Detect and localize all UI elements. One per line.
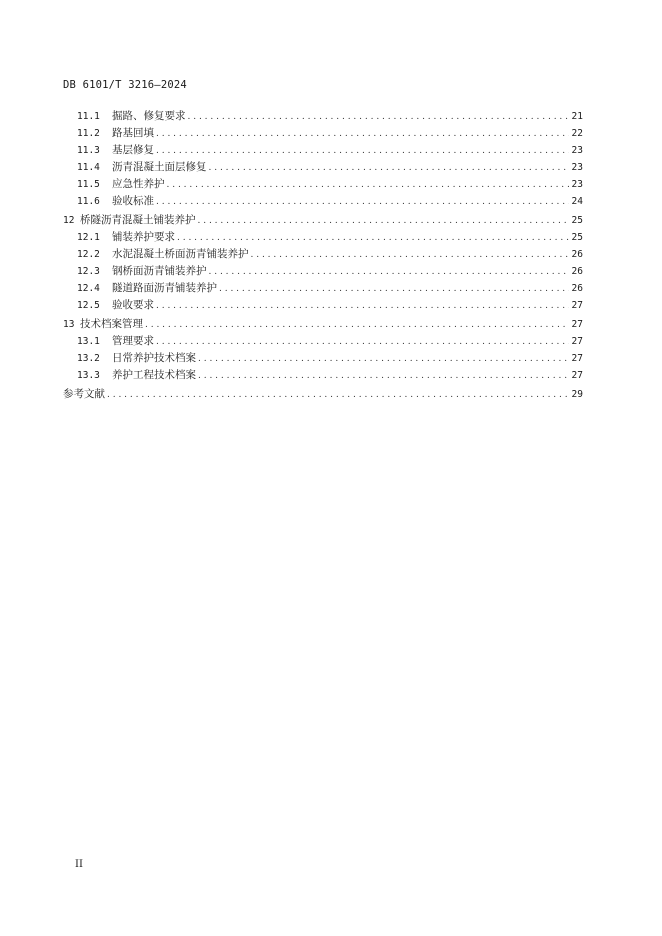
toc-entry-title: 钢桥面沥青铺装养护 xyxy=(112,265,207,277)
toc-leader-dots xyxy=(251,247,569,264)
toc-entry-page: 21 xyxy=(571,111,583,122)
toc-entry[interactable] xyxy=(63,263,583,280)
toc-leader-dots xyxy=(198,213,569,230)
toc-entry-title: 水泥混凝土桥面沥青铺装养护 xyxy=(112,248,249,260)
toc-leader-dots xyxy=(177,230,569,247)
toc-entry[interactable] xyxy=(63,142,583,159)
toc-leader-dots xyxy=(156,194,569,211)
toc-entry-number: 12.2 xyxy=(77,249,100,260)
toc-entry-page: 23 xyxy=(571,145,583,156)
toc-entry-title: 技术档案管理 xyxy=(80,318,143,330)
toc-entry-number: 12.5 xyxy=(77,300,100,311)
toc-entry-number: 12 xyxy=(63,215,75,226)
toc-leader-dots xyxy=(167,177,569,194)
toc-leader-dots xyxy=(198,351,569,368)
toc-entry-page: 27 xyxy=(571,370,583,381)
toc-entry-title: 隧道路面沥青铺装养护 xyxy=(112,282,217,294)
toc-entry-number: 11.4 xyxy=(77,162,100,173)
toc-leader-dots xyxy=(107,387,569,404)
toc-leader-dots xyxy=(145,317,569,334)
toc-entry-page: 27 xyxy=(571,300,583,311)
toc-entry-title: 参考文献 xyxy=(63,388,105,400)
toc-entry-title: 掘路、修复要求 xyxy=(112,110,186,122)
toc-entry-number: 12.3 xyxy=(77,266,100,277)
toc-entry-title: 管理要求 xyxy=(112,335,154,347)
toc-entry-number: 13.1 xyxy=(77,336,100,347)
toc-entry[interactable] xyxy=(63,297,583,314)
toc-entry-title: 日常养护技术档案 xyxy=(112,352,196,364)
toc-entry-number: 12.4 xyxy=(77,283,100,294)
table-of-contents xyxy=(63,108,583,403)
toc-leader-dots xyxy=(156,143,569,160)
toc-entry-page: 27 xyxy=(571,336,583,347)
toc-leader-dots xyxy=(209,160,569,177)
toc-entry-title: 桥隧沥青混凝土铺装养护 xyxy=(80,214,196,226)
toc-entry-title: 验收标准 xyxy=(112,195,154,207)
toc-entry-page: 24 xyxy=(571,196,583,207)
toc-leader-dots xyxy=(188,109,569,126)
toc-entry-page: 25 xyxy=(571,232,583,243)
toc-entry[interactable] xyxy=(63,316,583,333)
toc-entry-page: 25 xyxy=(571,215,583,226)
toc-entry-number: 12.1 xyxy=(77,232,100,243)
toc-entry-title: 基层修复 xyxy=(112,144,154,156)
toc-leader-dots xyxy=(156,334,569,351)
toc-entry-number: 11.5 xyxy=(77,179,100,190)
toc-entry-title: 验收要求 xyxy=(112,299,154,311)
toc-leader-dots xyxy=(156,298,569,315)
toc-entry-number: 11.3 xyxy=(77,145,100,156)
toc-leader-dots xyxy=(156,126,569,143)
toc-entry-page: 27 xyxy=(571,319,583,330)
toc-entry[interactable] xyxy=(63,246,583,263)
toc-entry[interactable] xyxy=(63,193,583,210)
toc-entry-number: 11.2 xyxy=(77,128,100,139)
toc-entry[interactable] xyxy=(63,386,583,403)
toc-entry-title: 铺装养护要求 xyxy=(112,231,175,243)
document-id-header: DB 6101/T 3216—2024 xyxy=(63,79,187,91)
toc-entry-number: 13 xyxy=(63,319,75,330)
toc-entry-page: 26 xyxy=(571,266,583,277)
toc-entry-page: 23 xyxy=(571,162,583,173)
toc-entry-page: 27 xyxy=(571,353,583,364)
page-number-footer: II xyxy=(75,859,83,870)
toc-entry[interactable] xyxy=(63,367,583,384)
toc-leader-dots xyxy=(209,264,569,281)
toc-entry-page: 22 xyxy=(571,128,583,139)
toc-entry-number: 11.6 xyxy=(77,196,100,207)
toc-entry[interactable] xyxy=(63,176,583,193)
toc-entry[interactable] xyxy=(63,159,583,176)
toc-entry-page: 29 xyxy=(571,389,583,400)
toc-entry-title: 养护工程技术档案 xyxy=(112,369,196,381)
toc-leader-dots xyxy=(198,368,569,385)
toc-entry[interactable] xyxy=(63,229,583,246)
toc-entry-page: 23 xyxy=(571,179,583,190)
toc-entry[interactable] xyxy=(63,350,583,367)
toc-entry-title: 路基回填 xyxy=(112,127,154,139)
toc-entry-title: 沥青混凝土面层修复 xyxy=(112,161,207,173)
toc-entry-number: 13.3 xyxy=(77,370,100,381)
toc-entry-number: 13.2 xyxy=(77,353,100,364)
toc-entry-number: 11.1 xyxy=(77,111,100,122)
toc-entry-title: 应急性养护 xyxy=(112,178,165,190)
toc-entry[interactable] xyxy=(63,125,583,142)
toc-entry[interactable] xyxy=(63,108,583,125)
toc-entry[interactable] xyxy=(63,212,583,229)
toc-leader-dots xyxy=(219,281,569,298)
toc-entry-page: 26 xyxy=(571,249,583,260)
toc-entry[interactable] xyxy=(63,280,583,297)
toc-entry[interactable] xyxy=(63,333,583,350)
toc-entry-page: 26 xyxy=(571,283,583,294)
